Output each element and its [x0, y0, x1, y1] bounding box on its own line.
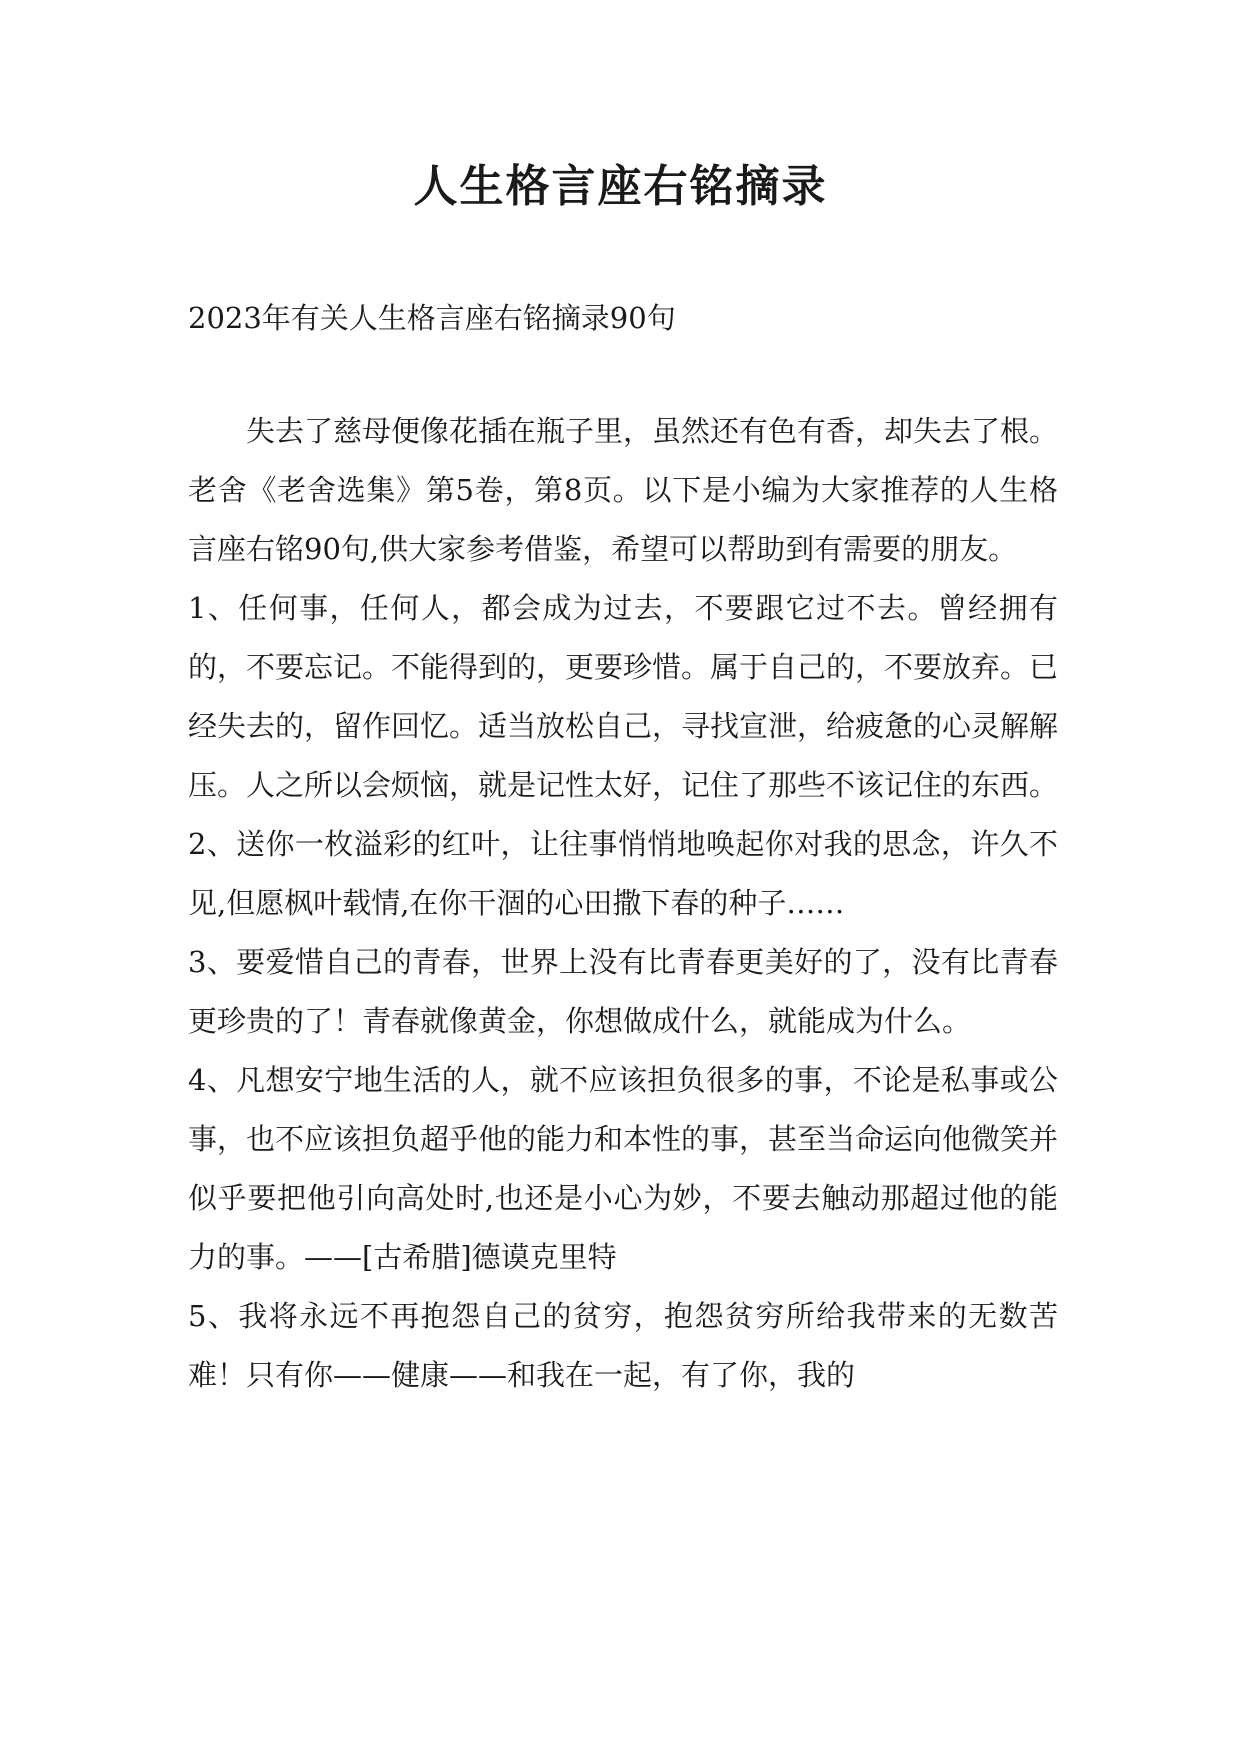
intro-paragraph: 失去了慈母便像花插在瓶子里，虽然还有色有香，却失去了根。老舍《老舍选集》第5卷，第8页。以下是小编为大家推荐的人生格言座右铭90句,供大家参考借鉴，希望可以帮助到有需要的朋友。 — [188, 414, 1059, 566]
document-body — [188, 402, 1058, 1405]
document-subtitle: 2023年有关人生格言座右铭摘录90句 — [188, 301, 676, 335]
list-item: 5、我将永远不再抱怨自己的贫穷，抱怨贫穷所给我带来的无数苦难！只有你——健康——和我在一起，有了你，我的 — [188, 1299, 1058, 1392]
document-title: 人生格言座右铭摘录 — [413, 161, 828, 212]
list-item: 2、送你一枚溢彩的红叶，让往事悄悄地唤起你对我的思念，许久不见,但愿枫叶载情,在你干涸的心田撒下春的种子…… — [188, 827, 1058, 920]
list-item: 4、凡想安宁地生活的人，就不应该担负很多的事，不论是私事或公事，也不应该担负超乎他的能力和本性的事，甚至当命运向他微笑并似乎要把他引向高处时,也还是小心为妙，不要去触动那超过他的能力的事。——[古希腊]德谟克里特 — [188, 1063, 1059, 1274]
list-item: 3、要爱惜自己的青春，世界上没有比青春更美好的了，没有比青春更珍贵的了！青春就像黄金，你想做成什么，就能成为什么。 — [188, 945, 1058, 1038]
list-item: 1、任何事，任何人，都会成为过去，不要跟它过不去。曾经拥有的，不要忘记。不能得到的，更要珍惜。属于自己的，不要放弃。已经失去的，留作回忆。适当放松自己，寻找宣泄，给疲惫的心灵解解压。人之所以会烦恼，就是记性太好，记住了那些不该记住的东西。 — [188, 591, 1059, 802]
